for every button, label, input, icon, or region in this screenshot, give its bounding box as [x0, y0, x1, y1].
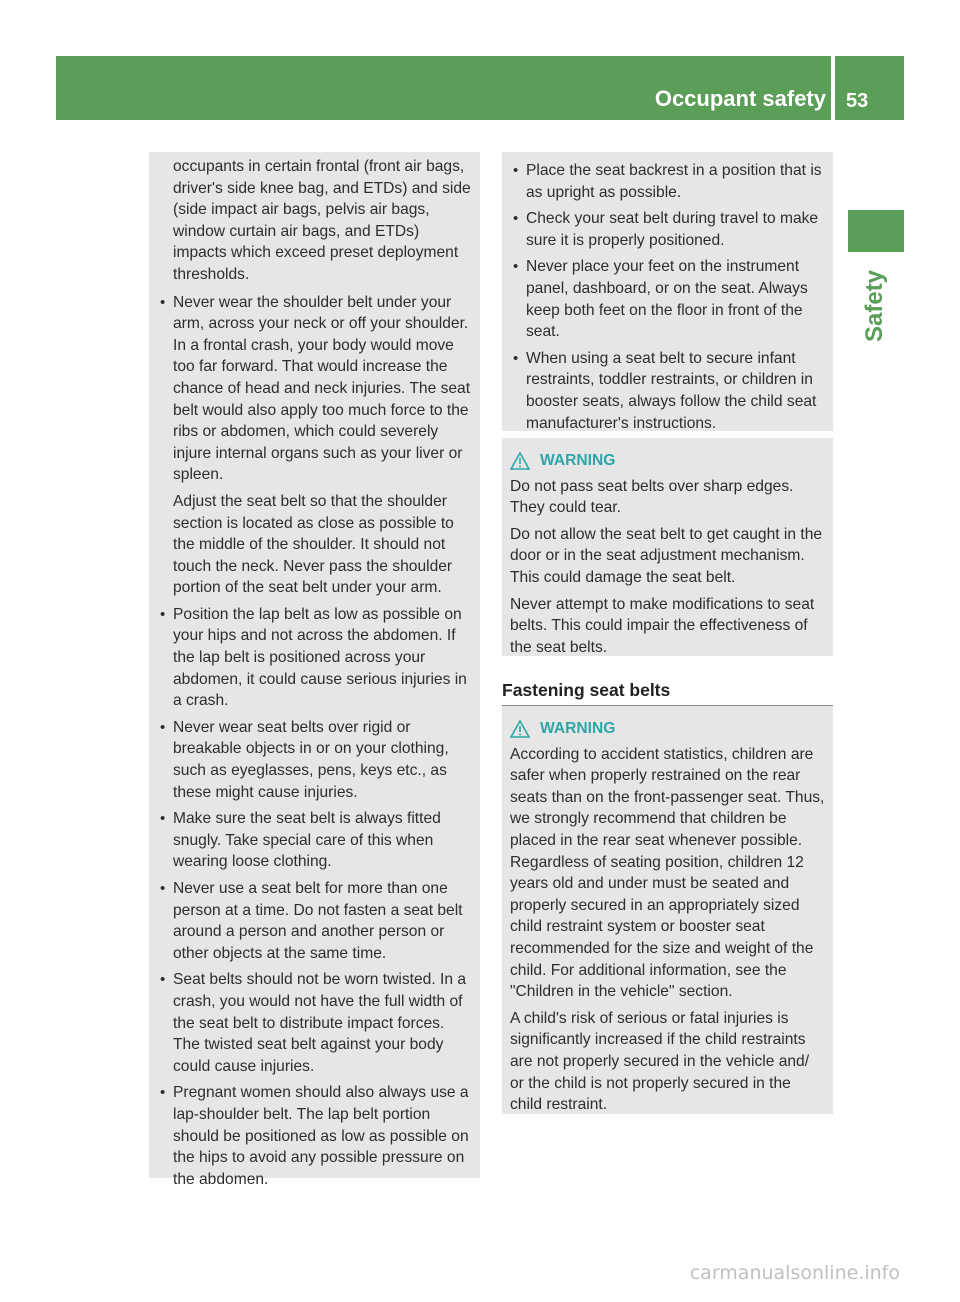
right-bullet-list — [502, 152, 833, 434]
list-item — [173, 604, 472, 712]
list-item — [526, 160, 825, 203]
list-item — [173, 969, 472, 1077]
list-item-text: • Make sure the seat belt is always fitted snugly. Take special care of this when wearing loose clothing. — [173, 810, 441, 871]
warning-text: A child's risk of serious or fatal injuries is significantly increased if the child restraints are not properly secured in the vehicle and/ or the child is not properly secured in the child restraint. — [510, 1009, 810, 1114]
left-bullet-list — [149, 292, 480, 1191]
side-tab-label: Safety — [861, 269, 888, 342]
warning-text: Never attempt to make modifications to seat belts. This could impair the effectiveness of the seat belts. — [510, 595, 815, 656]
list-item-text: • Never wear seat belts over rigid or breakable objects in or on your clothing, such as eyeglasses, pens, keys etc., as these might cause injuries. — [173, 718, 449, 801]
page-title: Occupant safety — [654, 86, 826, 111]
warning-text: According to accident statistics, children are safer when properly restrained on the rear seats than on the front-passenger seat. Thus, we strongly recommend that children be placed in the rear seat whenever possible. Regardless of seating position, children 12 years old and under must be seated and properly secured in an appropriately sized child restraint system or booster seat recommended for the size and weight of the child. For additional information, see the "Children in the vehicle" section. — [510, 745, 825, 1001]
right-column-box — [502, 152, 833, 431]
left-column-box — [149, 152, 480, 1188]
list-item — [173, 292, 472, 599]
list-item-text: • Never use a seat belt for more than one person at a time. Do not fasten a seat belt around a person and another person or other objects at the same time. — [173, 880, 463, 962]
list-item — [173, 717, 472, 803]
list-item-text: • When using a seat belt to secure infant restraints, toddler restraints, or children in booster seats, always follow the child seat manufacturer's instructions. — [526, 349, 817, 432]
warning-box — [502, 706, 833, 1114]
warning-header — [510, 450, 833, 472]
watermark: carmanualsonline.info — [689, 1262, 900, 1284]
warning-label: WARNING — [540, 720, 616, 737]
list-item — [526, 256, 825, 342]
warning-header — [510, 718, 833, 740]
page-number: 53 — [846, 90, 869, 112]
list-item-text: • Place the seat backrest in a position that is as upright as possible. — [526, 162, 822, 201]
list-item-text: Adjust the seat belt so that the shoulder section is located as close as possible to the middle of the shoulder. It should not touch the neck. Never pass the shoulder portion of the seat belt under your arm. — [173, 492, 454, 597]
section-title: Fastening seat belts — [502, 679, 833, 706]
side-tab-marker — [848, 210, 904, 252]
warning-label: WARNING — [540, 452, 616, 469]
list-item-text: • Check your seat belt during travel to make sure it is properly positioned. — [526, 210, 819, 249]
list-item-text: • Position the lap belt as low as possible on your hips and not across the abdomen. If the lap belt is positioned across your abdomen, it could cause serious injuries in a crash. — [173, 605, 467, 710]
list-item-text: • Never place your feet on the instrument panel, dashboard, or on the seat. Always keep both feet on the floor in front of the seat. — [526, 258, 808, 341]
warning-text: Do not pass seat belts over sharp edges. They could tear. — [510, 477, 794, 517]
continuation-text: occupants in certain frontal (front air bags, driver's side knee bag, and ETDs) and side (side impact air bags, pelvis air bags, window curtain air bags, and ETDs) impacts which exceed preset deployment thresholds. — [173, 158, 471, 283]
list-item-text: • Pregnant women should also always use a lap-shoulder belt. The lap belt portion should be positioned as low as possible on the hips to avoid any possible pressure on the abdomen. — [173, 1084, 469, 1188]
list-item — [526, 208, 825, 251]
list-item — [173, 808, 472, 873]
list-item-text: • Seat belts should not be worn twisted. In a crash, you would not have the full width of the seat belt to distribute impact forces. The twisted seat belt against your body could cause injuries. — [173, 971, 466, 1075]
warning-triangle-icon — [510, 452, 530, 470]
list-item — [526, 348, 825, 434]
warning-box — [502, 438, 833, 656]
warning-triangle-icon — [510, 720, 530, 738]
list-item-text: • Never wear the shoulder belt under your arm, across your neck or off your shoulder. In a frontal crash, your body would move too far forward. That would increase the chance of head and neck injuries. The seat belt would also apply too much force to the ribs or abdomen, which could severely injure internal organs such as your liver or spleen. — [173, 293, 471, 484]
header-divider — [831, 56, 835, 120]
list-item — [173, 1082, 472, 1190]
list-item — [173, 878, 472, 964]
warning-text: Do not allow the seat belt to get caught in the door or in the seat adjustment mechanism. This could damage the seat belt. — [510, 525, 823, 586]
